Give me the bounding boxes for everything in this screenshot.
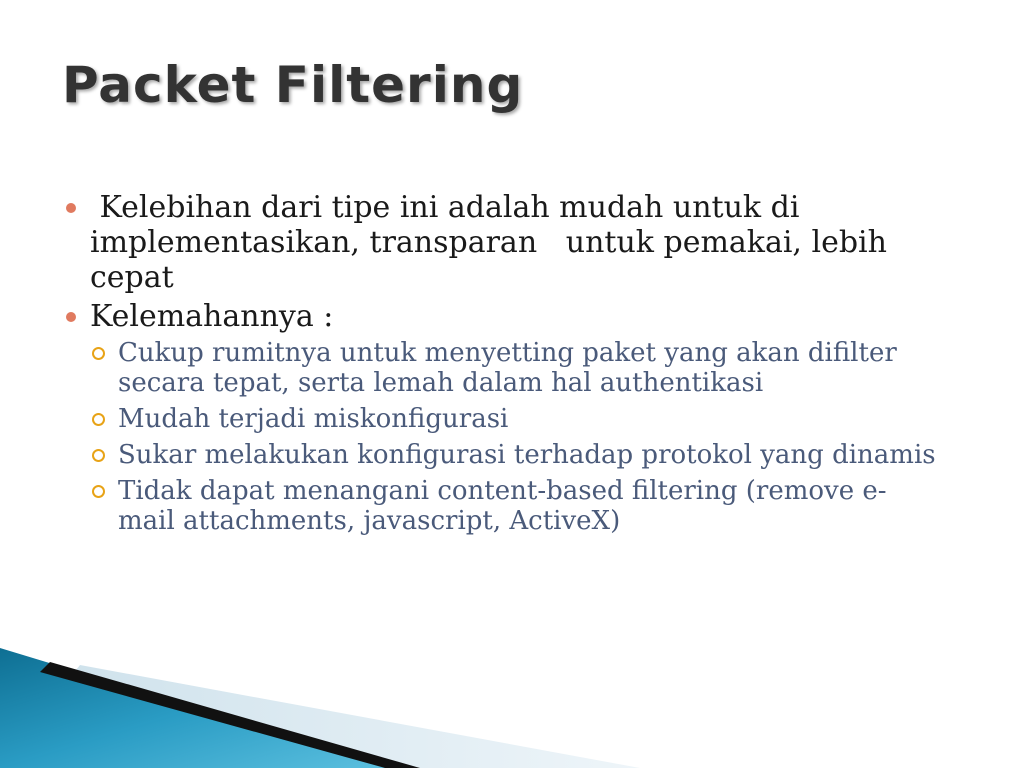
bullet-ring-icon: [92, 413, 105, 426]
bullet-ring-icon: [92, 347, 105, 360]
sub-bullet-item: [62, 440, 942, 470]
sub-bullet-item: [62, 476, 942, 536]
bullet-item: [62, 190, 942, 295]
sub-bullet-text: Tidak dapat menangani content-based filtering (remove e-mail attachments, javascript, ActiveX): [118, 476, 887, 536]
sub-bullet-list: [62, 338, 942, 536]
sub-bullet-text: Cukup rumitnya untuk menyetting paket yang akan difilter secara tepat, serta lemah dalam hal authentikasi: [118, 338, 897, 398]
bullet-item: [62, 299, 942, 334]
bullet-ring-icon: [92, 449, 105, 462]
bullet-text: Kelemahannya :: [90, 299, 334, 334]
light-swoosh-shape: [60, 665, 640, 768]
dark-stripe-shape: [40, 662, 420, 768]
bullet-text: Kelebihan dari tipe ini adalah mudah untuk di implementasikan, transparan untuk pemakai, lebih cepat: [90, 190, 897, 295]
slide-body: [62, 190, 942, 542]
bullet-dot-icon: [66, 203, 76, 213]
teal-wedge-shape: [0, 648, 395, 768]
sub-bullet-text: Sukar melakukan konfigurasi terhadap protokol yang dinamis: [118, 440, 936, 470]
sub-bullet-text: Mudah terjadi miskonfigurasi: [118, 404, 509, 434]
sub-bullet-item: [62, 338, 942, 398]
slide-title: Packet Filtering: [62, 56, 524, 114]
bullet-ring-icon: [92, 485, 105, 498]
sub-bullet-item: [62, 404, 942, 434]
bullet-dot-icon: [66, 312, 76, 322]
